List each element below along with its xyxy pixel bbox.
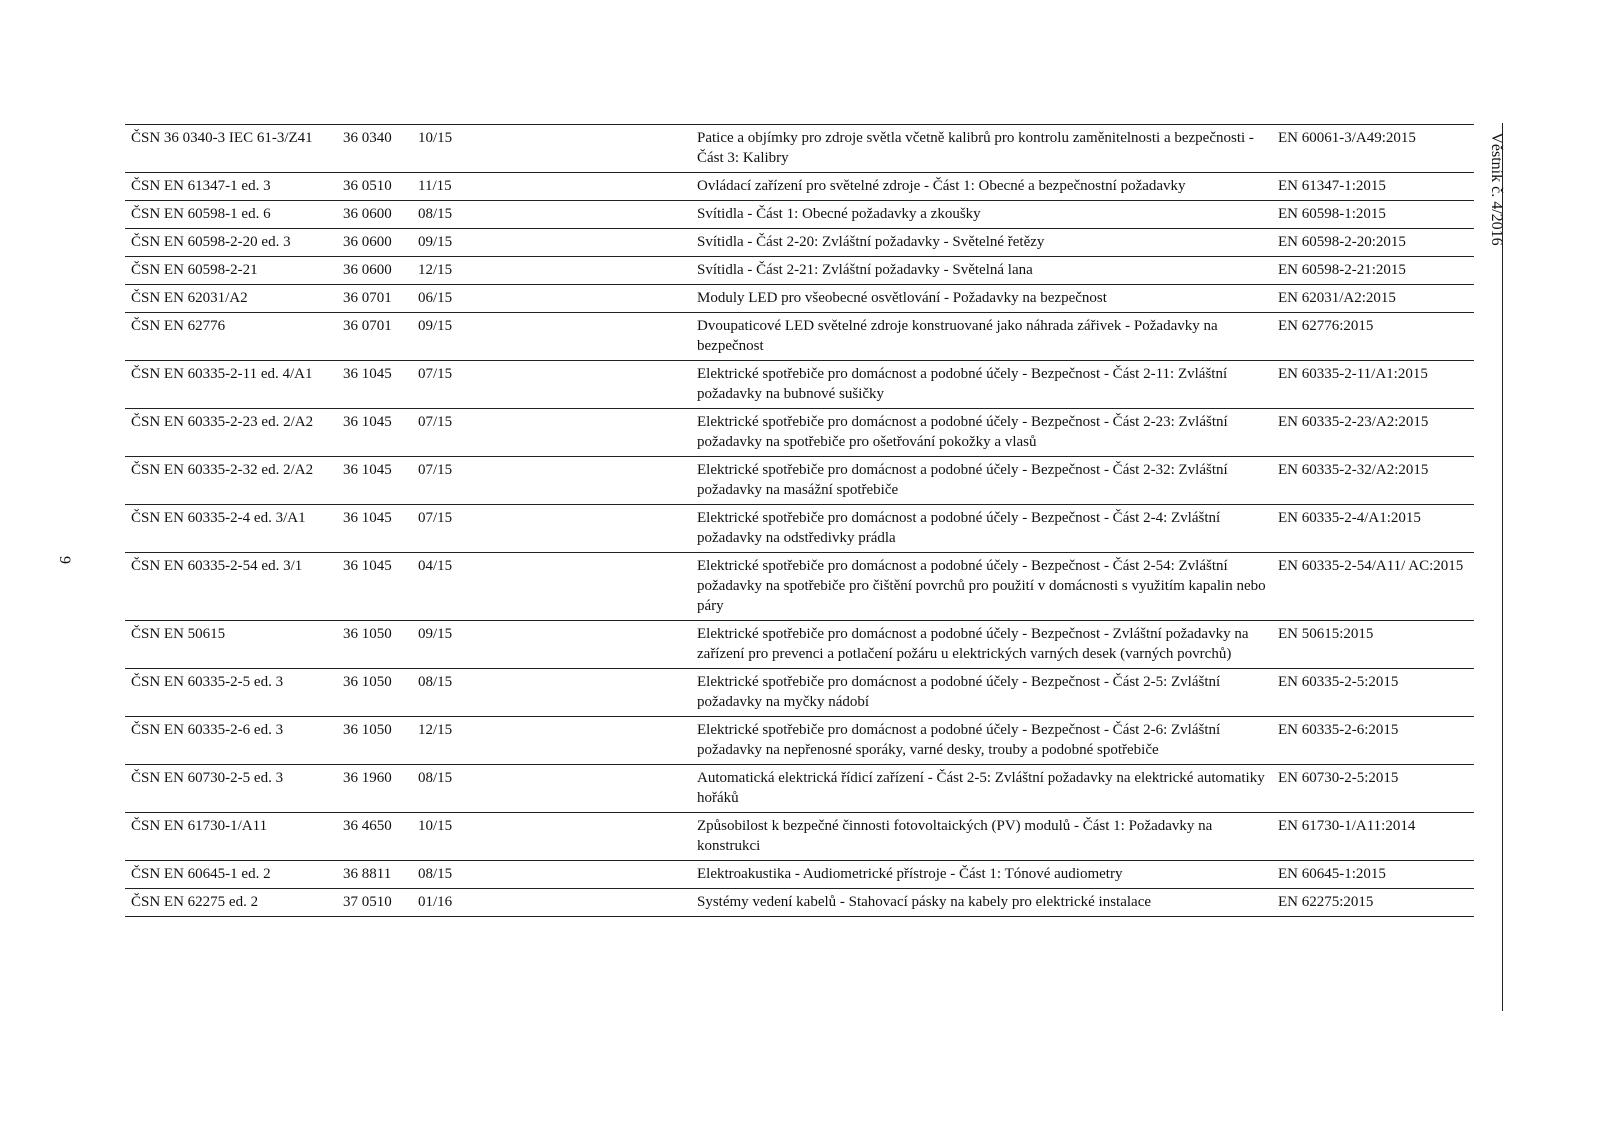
classification-code: 36 4650 bbox=[337, 813, 412, 861]
standard-code: ČSN EN 60335-2-32 ed. 2/A2 bbox=[125, 457, 337, 505]
blank-cell bbox=[478, 505, 691, 553]
classification-code: 36 0701 bbox=[337, 285, 412, 313]
european-standard: EN 60598-1:2015 bbox=[1272, 201, 1474, 229]
blank-cell bbox=[478, 765, 691, 813]
issue-date: 09/15 bbox=[412, 621, 478, 669]
classification-code: 36 0600 bbox=[337, 229, 412, 257]
european-standard: EN 60645-1:2015 bbox=[1272, 861, 1474, 889]
standard-code: ČSN EN 60335-2-11 ed. 4/A1 bbox=[125, 361, 337, 409]
blank-cell bbox=[478, 201, 691, 229]
issue-date: 11/15 bbox=[412, 173, 478, 201]
table-row bbox=[125, 553, 1474, 621]
standard-code: ČSN EN 60335-2-5 ed. 3 bbox=[125, 669, 337, 717]
european-standard: EN 50615:2015 bbox=[1272, 621, 1474, 669]
issue-date: 07/15 bbox=[412, 505, 478, 553]
blank-cell bbox=[478, 457, 691, 505]
european-standard: EN 60335-2-4/A1:2015 bbox=[1272, 505, 1474, 553]
table-row bbox=[125, 173, 1474, 201]
standard-code: ČSN EN 60335-2-4 ed. 3/A1 bbox=[125, 505, 337, 553]
side-divider bbox=[1502, 123, 1503, 1011]
classification-code: 36 1050 bbox=[337, 621, 412, 669]
standards-table bbox=[125, 124, 1474, 917]
standard-code: ČSN EN 61347-1 ed. 3 bbox=[125, 173, 337, 201]
standard-title: Elektrické spotřebiče pro domácnost a podobné účely - Bezpečnost - Část 2-6: Zvláštní požadavky na nepřenosné sporáky, varné desky, trouby a podobné spotřebiče bbox=[691, 717, 1272, 765]
classification-code: 36 0600 bbox=[337, 201, 412, 229]
table-row bbox=[125, 409, 1474, 457]
european-standard: EN 60335-2-54/A11/ AC:2015 bbox=[1272, 553, 1474, 621]
standard-title: Elektrické spotřebiče pro domácnost a podobné účely - Bezpečnost - Část 2-32: Zvláštní požadavky na masážní spotřebiče bbox=[691, 457, 1272, 505]
standard-title: Elektrické spotřebiče pro domácnost a podobné účely - Bezpečnost - Část 2-54: Zvláštní požadavky na spotřebiče pro čištění povrchů pro použití v domácnosti s využitím kapalin nebo páry bbox=[691, 553, 1272, 621]
issue-date: 08/15 bbox=[412, 201, 478, 229]
blank-cell bbox=[478, 257, 691, 285]
table-row bbox=[125, 621, 1474, 669]
issue-date: 01/16 bbox=[412, 889, 478, 917]
classification-code: 36 1045 bbox=[337, 409, 412, 457]
blank-cell bbox=[478, 717, 691, 765]
standard-title: Elektrické spotřebiče pro domácnost a podobné účely - Bezpečnost - Část 2-4: Zvláštní požadavky na odstředivky prádla bbox=[691, 505, 1272, 553]
blank-cell bbox=[478, 285, 691, 313]
blank-cell bbox=[478, 813, 691, 861]
european-standard: EN 62031/A2:2015 bbox=[1272, 285, 1474, 313]
classification-code: 36 1050 bbox=[337, 717, 412, 765]
table-row bbox=[125, 813, 1474, 861]
issue-date: 10/15 bbox=[412, 813, 478, 861]
issue-date: 10/15 bbox=[412, 125, 478, 173]
european-standard: EN 60335-2-6:2015 bbox=[1272, 717, 1474, 765]
table-row bbox=[125, 229, 1474, 257]
european-standard: EN 62776:2015 bbox=[1272, 313, 1474, 361]
standard-title: Patice a objímky pro zdroje světla včetně kalibrů pro kontrolu zaměnitelnosti a bezpečnosti - Část 3: Kalibry bbox=[691, 125, 1272, 173]
standard-code: ČSN EN 62031/A2 bbox=[125, 285, 337, 313]
issue-date: 04/15 bbox=[412, 553, 478, 621]
table-row bbox=[125, 285, 1474, 313]
standard-title: Ovládací zařízení pro světelné zdroje - Část 1: Obecné a bezpečnostní požadavky bbox=[691, 173, 1272, 201]
classification-code: 36 1045 bbox=[337, 553, 412, 621]
table-row bbox=[125, 669, 1474, 717]
european-standard: EN 60598-2-20:2015 bbox=[1272, 229, 1474, 257]
standard-title: Moduly LED pro všeobecné osvětlování - Požadavky na bezpečnost bbox=[691, 285, 1272, 313]
blank-cell bbox=[478, 889, 691, 917]
blank-cell bbox=[478, 361, 691, 409]
issue-date: 09/15 bbox=[412, 313, 478, 361]
issue-date: 07/15 bbox=[412, 457, 478, 505]
issue-date: 12/15 bbox=[412, 257, 478, 285]
standard-code: ČSN EN 60335-2-23 ed. 2/A2 bbox=[125, 409, 337, 457]
standard-title: Elektroakustika - Audiometrické přístroje - Část 1: Tónové audiometry bbox=[691, 861, 1272, 889]
issue-date: 09/15 bbox=[412, 229, 478, 257]
classification-code: 36 1960 bbox=[337, 765, 412, 813]
classification-code: 36 1050 bbox=[337, 669, 412, 717]
european-standard: EN 60335-2-32/A2:2015 bbox=[1272, 457, 1474, 505]
blank-cell bbox=[478, 409, 691, 457]
blank-cell bbox=[478, 229, 691, 257]
table-row bbox=[125, 861, 1474, 889]
blank-cell bbox=[478, 173, 691, 201]
blank-cell bbox=[478, 313, 691, 361]
blank-cell bbox=[478, 861, 691, 889]
classification-code: 36 1045 bbox=[337, 361, 412, 409]
table-row bbox=[125, 257, 1474, 285]
standard-code: ČSN EN 60598-2-20 ed. 3 bbox=[125, 229, 337, 257]
side-title: Věstník č. 4/2016 bbox=[1488, 132, 1505, 246]
classification-code: 36 0600 bbox=[337, 257, 412, 285]
standard-title: Dvoupaticové LED světelné zdroje konstruované jako náhrada zářivek - Požadavky na bezpečnost bbox=[691, 313, 1272, 361]
blank-cell bbox=[478, 125, 691, 173]
standard-code: ČSN 36 0340-3 IEC 61-3/Z41 bbox=[125, 125, 337, 173]
standard-code: ČSN EN 61730-1/A11 bbox=[125, 813, 337, 861]
european-standard: EN 61730-1/A11:2014 bbox=[1272, 813, 1474, 861]
issue-date: 07/15 bbox=[412, 361, 478, 409]
classification-code: 36 8811 bbox=[337, 861, 412, 889]
classification-code: 36 1045 bbox=[337, 457, 412, 505]
european-standard: EN 60598-2-21:2015 bbox=[1272, 257, 1474, 285]
page-number: 9 bbox=[56, 556, 73, 564]
standard-title: Systémy vedení kabelů - Stahovací pásky na kabely pro elektrické instalace bbox=[691, 889, 1272, 917]
standard-code: ČSN EN 60335-2-54 ed. 3/1 bbox=[125, 553, 337, 621]
standard-code: ČSN EN 62275 ed. 2 bbox=[125, 889, 337, 917]
european-standard: EN 60335-2-5:2015 bbox=[1272, 669, 1474, 717]
standard-code: ČSN EN 60645-1 ed. 2 bbox=[125, 861, 337, 889]
table-row bbox=[125, 717, 1474, 765]
european-standard: EN 62275:2015 bbox=[1272, 889, 1474, 917]
standard-code: ČSN EN 50615 bbox=[125, 621, 337, 669]
blank-cell bbox=[478, 621, 691, 669]
table-row bbox=[125, 765, 1474, 813]
blank-cell bbox=[478, 669, 691, 717]
table-row bbox=[125, 889, 1474, 917]
issue-date: 08/15 bbox=[412, 669, 478, 717]
issue-date: 07/15 bbox=[412, 409, 478, 457]
standard-code: ČSN EN 62776 bbox=[125, 313, 337, 361]
blank-cell bbox=[478, 553, 691, 621]
european-standard: EN 61347-1:2015 bbox=[1272, 173, 1474, 201]
classification-code: 36 0340 bbox=[337, 125, 412, 173]
european-standard: EN 60730-2-5:2015 bbox=[1272, 765, 1474, 813]
table-row bbox=[125, 201, 1474, 229]
standard-title: Elektrické spotřebiče pro domácnost a podobné účely - Bezpečnost - Zvláštní požadavky na zařízení pro prevenci a potlačení požáru u elektrických varných desek (varných povrchů) bbox=[691, 621, 1272, 669]
table-row bbox=[125, 313, 1474, 361]
classification-code: 36 0510 bbox=[337, 173, 412, 201]
issue-date: 06/15 bbox=[412, 285, 478, 313]
standard-title: Elektrické spotřebiče pro domácnost a podobné účely - Bezpečnost - Část 2-5: Zvláštní požadavky na myčky nádobí bbox=[691, 669, 1272, 717]
standard-code: ČSN EN 60730-2-5 ed. 3 bbox=[125, 765, 337, 813]
classification-code: 37 0510 bbox=[337, 889, 412, 917]
european-standard: EN 60335-2-11/A1:2015 bbox=[1272, 361, 1474, 409]
standard-title: Elektrické spotřebiče pro domácnost a podobné účely - Bezpečnost - Část 2-23: Zvláštní požadavky na spotřebiče pro ošetřování pokožky a vlasů bbox=[691, 409, 1272, 457]
standard-code: ČSN EN 60335-2-6 ed. 3 bbox=[125, 717, 337, 765]
european-standard: EN 60061-3/A49:2015 bbox=[1272, 125, 1474, 173]
standard-title: Automatická elektrická řídicí zařízení - Část 2-5: Zvláštní požadavky na elektrické automatiky hořáků bbox=[691, 765, 1272, 813]
table-row bbox=[125, 361, 1474, 409]
standard-title: Svítidla - Část 1: Obecné požadavky a zkoušky bbox=[691, 201, 1272, 229]
standard-code: ČSN EN 60598-1 ed. 6 bbox=[125, 201, 337, 229]
classification-code: 36 0701 bbox=[337, 313, 412, 361]
european-standard: EN 60335-2-23/A2:2015 bbox=[1272, 409, 1474, 457]
standards-table-body bbox=[125, 125, 1474, 917]
standard-code: ČSN EN 60598-2-21 bbox=[125, 257, 337, 285]
standard-title: Způsobilost k bezpečné činnosti fotovoltaických (PV) modulů - Část 1: Požadavky na konstrukci bbox=[691, 813, 1272, 861]
issue-date: 12/15 bbox=[412, 717, 478, 765]
issue-date: 08/15 bbox=[412, 861, 478, 889]
issue-date: 08/15 bbox=[412, 765, 478, 813]
standard-title: Svítidla - Část 2-21: Zvláštní požadavky - Světelná lana bbox=[691, 257, 1272, 285]
standard-title: Svítidla - Část 2-20: Zvláštní požadavky - Světelné řetězy bbox=[691, 229, 1272, 257]
table-row bbox=[125, 505, 1474, 553]
table-row bbox=[125, 457, 1474, 505]
standard-title: Elektrické spotřebiče pro domácnost a podobné účely - Bezpečnost - Část 2-11: Zvláštní požadavky na bubnové sušičky bbox=[691, 361, 1272, 409]
table-row bbox=[125, 125, 1474, 173]
classification-code: 36 1045 bbox=[337, 505, 412, 553]
